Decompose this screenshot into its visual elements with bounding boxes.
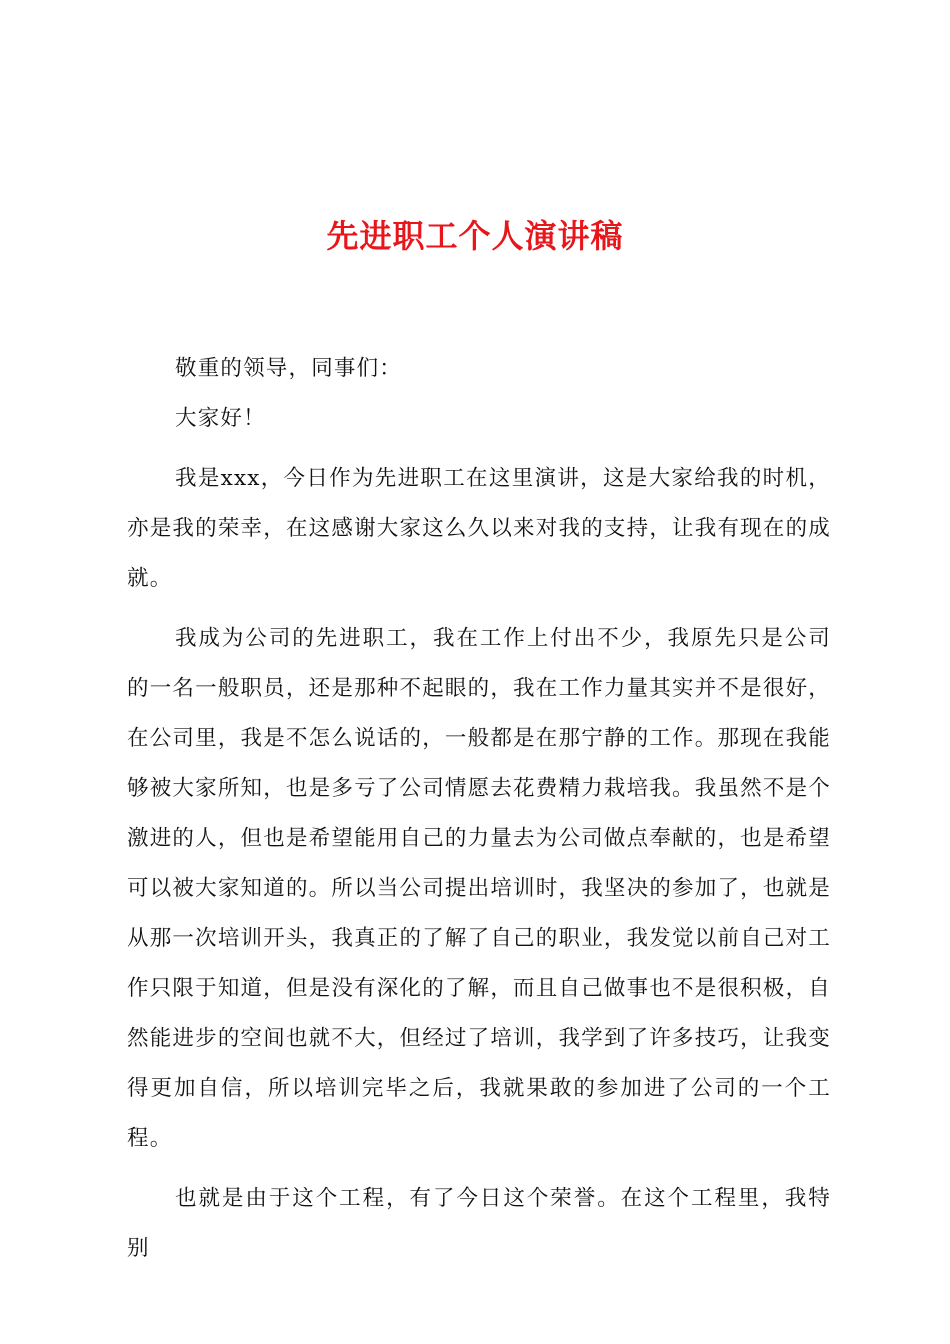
document-body	[127, 344, 831, 1274]
salutation: 敬重的领导，同事们：	[175, 356, 403, 381]
document-title: 先进职工个人演讲稿	[326, 217, 624, 255]
paragraph-1: 我是xxx，今日作为先进职工在这里演讲，这是大家给我的时机，亦是我的荣幸，在这感谢大家这么久以来对我的支持，让我有现在的成就。	[127, 466, 831, 591]
paragraph-2: 我成为公司的先进职工，我在工作上付出不少，我原先只是公司的一名一般职员，还是那种不起眼的，我在工作力量其实并不是很好，在公司里，我是不怎么说话的，一般都是在那宁静的工作。那现在我能够被大家所知，也是多亏了公司情愿去花费精力栽培我。我虽然不是个激进的人，但也是希望能用自己的力量去为公司做点奉献的，也是希望可以被大家知道的。所以当公司提出培训时，我坚决的参加了，也就是从那一次培训开头，我真正的了解了自己的职业，我发觉以前自己对工作只限于知道，但是没有深化的了解，而且自己做事也不是很积极，自然能进步的空间也就不大，但经过了培训，我学到了许多技巧，让我变得更加自信，所以培训完毕之后，我就果敢的参加进了公司的一个工程。	[127, 626, 831, 1151]
paragraph-3: 也就是由于这个工程，有了今日这个荣誉。在这个工程里，我特别	[127, 1186, 831, 1261]
greeting: 大家好！	[175, 406, 266, 431]
